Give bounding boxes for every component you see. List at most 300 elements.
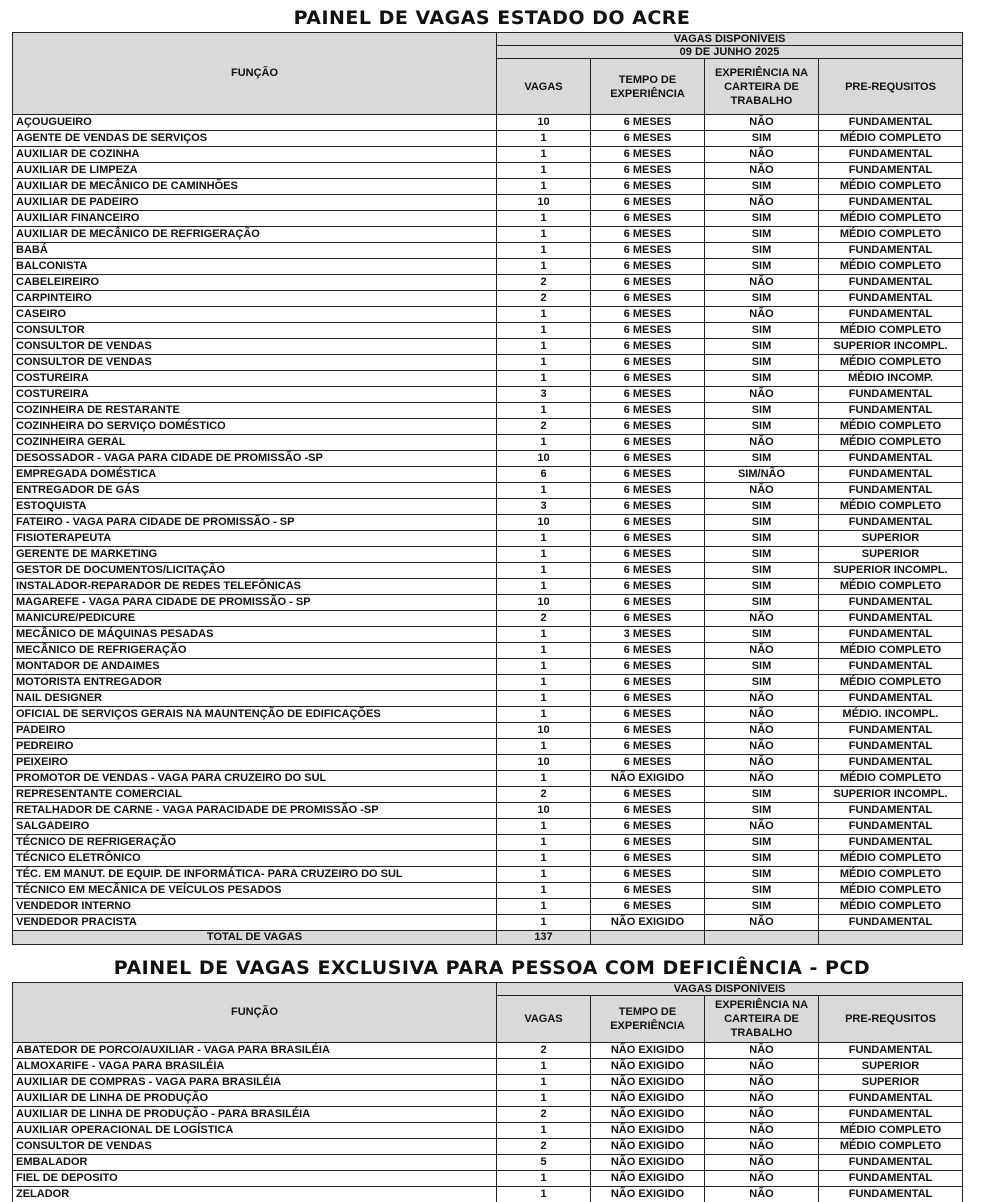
- cell-funcao: TÉC. EM MANUT. DE EQUIP. DE INFORMÁTICA- PARA CRUZEIRO DO SUL: [13, 867, 497, 883]
- table-row: [13, 579, 963, 595]
- pcd-header-pre-requisitos: PRE-REQUSITOS: [819, 996, 963, 1043]
- cell-pre-requisitos: FUNDAMENTAL: [819, 1091, 963, 1107]
- table-row: [13, 595, 963, 611]
- cell-experiencia: NÃO: [705, 1075, 819, 1091]
- cell-vagas: 1: [497, 355, 591, 371]
- cell-experiencia: SIM: [705, 291, 819, 307]
- cell-pre-requisitos: SUPERIOR: [819, 547, 963, 563]
- cell-experiencia: SIM: [705, 259, 819, 275]
- cell-funcao: CASEIRO: [13, 307, 497, 323]
- cell-experiencia: SIM: [705, 515, 819, 531]
- cell-tempo: NÃO EXIGIDO: [591, 1059, 705, 1075]
- table-row: [13, 419, 963, 435]
- cell-vagas: 1: [497, 771, 591, 787]
- cell-funcao: BALCONISTA: [13, 259, 497, 275]
- cell-funcao: MOTORISTA ENTREGADOR: [13, 675, 497, 691]
- cell-experiencia: NÃO: [705, 115, 819, 131]
- table-row: [13, 867, 963, 883]
- cell-experiencia: SIM: [705, 787, 819, 803]
- cell-experiencia: NÃO: [705, 819, 819, 835]
- table-row: [13, 1123, 963, 1139]
- cell-experiencia: SIM: [705, 579, 819, 595]
- cell-funcao: GESTOR DE DOCUMENTOS/LICITAÇÃO: [13, 563, 497, 579]
- cell-experiencia: SIM: [705, 883, 819, 899]
- cell-pre-requisitos: MÉDIO COMPLETO: [819, 867, 963, 883]
- cell-tempo: 6 MESES: [591, 899, 705, 915]
- cell-funcao: SALGADEIRO: [13, 819, 497, 835]
- cell-pre-requisitos: FUNDAMENTAL: [819, 147, 963, 163]
- cell-vagas: 1: [497, 435, 591, 451]
- cell-vagas: 1: [497, 1171, 591, 1187]
- cell-pre-requisitos: MÉDIO COMPLETO: [819, 899, 963, 915]
- cell-funcao: AÇOUGUEIRO: [13, 115, 497, 131]
- cell-experiencia: NÃO: [705, 1187, 819, 1202]
- table-row: [13, 643, 963, 659]
- cell-experiencia: NÃO: [705, 691, 819, 707]
- cell-vagas: 2: [497, 275, 591, 291]
- cell-vagas: 1: [497, 1075, 591, 1091]
- cell-pre-requisitos: MÉDIO COMPLETO: [819, 851, 963, 867]
- cell-funcao: MECÂNICO DE MÁQUINAS PESADAS: [13, 627, 497, 643]
- cell-experiencia: SIM: [705, 179, 819, 195]
- cell-funcao: AUXILIAR DE MECÂNICO DE REFRIGERAÇÃO: [13, 227, 497, 243]
- cell-experiencia: SIM/NÃO: [705, 467, 819, 483]
- cell-experiencia: NÃO: [705, 483, 819, 499]
- cell-funcao: FIEL DE DEPOSITO: [13, 1171, 497, 1187]
- table-row: [13, 227, 963, 243]
- cell-vagas: 1: [497, 1091, 591, 1107]
- cell-vagas: 1: [497, 371, 591, 387]
- table-row: [13, 179, 963, 195]
- table-row: [13, 115, 963, 131]
- cell-vagas: 1: [497, 163, 591, 179]
- cell-vagas: 1: [497, 147, 591, 163]
- cell-experiencia: SIM: [705, 243, 819, 259]
- table-row: [13, 627, 963, 643]
- cell-pre-requisitos: SUPERIOR: [819, 1059, 963, 1075]
- cell-pre-requisitos: MÉDIO COMPLETO: [819, 675, 963, 691]
- cell-experiencia: NÃO: [705, 1139, 819, 1155]
- cell-vagas: 2: [497, 291, 591, 307]
- cell-funcao: AUXILIAR DE COMPRAS - VAGA PARA BRASILÉIA: [13, 1075, 497, 1091]
- cell-tempo: 6 MESES: [591, 307, 705, 323]
- cell-tempo: 6 MESES: [591, 451, 705, 467]
- table-row: [13, 467, 963, 483]
- cell-tempo: 6 MESES: [591, 563, 705, 579]
- cell-tempo: 6 MESES: [591, 195, 705, 211]
- cell-vagas: 1: [497, 883, 591, 899]
- table-row: [13, 403, 963, 419]
- cell-experiencia: NÃO: [705, 387, 819, 403]
- cell-tempo: 6 MESES: [591, 675, 705, 691]
- cell-tempo: 6 MESES: [591, 211, 705, 227]
- cell-funcao: CONSULTOR DE VENDAS: [13, 339, 497, 355]
- cell-experiencia: SIM: [705, 419, 819, 435]
- cell-pre-requisitos: FUNDAMENTAL: [819, 627, 963, 643]
- table-row: [13, 291, 963, 307]
- cell-pre-requisitos: FUNDAMENTAL: [819, 595, 963, 611]
- table-row: [13, 755, 963, 771]
- cell-pre-requisitos: FUNDAMENTAL: [819, 819, 963, 835]
- cell-funcao: CONSULTOR DE VENDAS: [13, 355, 497, 371]
- table-row: [13, 835, 963, 851]
- cell-funcao: EMPREGADA DOMÉSTICA: [13, 467, 497, 483]
- cell-pre-requisitos: MÉDIO COMPLETO: [819, 355, 963, 371]
- cell-tempo: NÃO EXIGIDO: [591, 771, 705, 787]
- cell-tempo: 6 MESES: [591, 723, 705, 739]
- cell-pre-requisitos: MÉDIO COMPLETO: [819, 131, 963, 147]
- table-row: [13, 131, 963, 147]
- cell-pre-requisitos: FUNDAMENTAL: [819, 403, 963, 419]
- cell-vagas: 1: [497, 339, 591, 355]
- cell-pre-requisitos: FUNDAMENTAL: [819, 1171, 963, 1187]
- cell-tempo: 6 MESES: [591, 867, 705, 883]
- cell-tempo: 6 MESES: [591, 643, 705, 659]
- cell-tempo: NÃO EXIGIDO: [591, 1139, 705, 1155]
- cell-pre-requisitos: MÉDIO COMPLETO: [819, 419, 963, 435]
- cell-experiencia: SIM: [705, 355, 819, 371]
- table-row: [13, 1187, 963, 1202]
- cell-pre-requisitos: MÉDIO COMPLETO: [819, 771, 963, 787]
- table-row: [13, 435, 963, 451]
- table-row: [13, 1043, 963, 1059]
- cell-experiencia: NÃO: [705, 915, 819, 931]
- table-row: [13, 611, 963, 627]
- cell-pre-requisitos: MÉDIO COMPLETO: [819, 259, 963, 275]
- cell-pre-requisitos: FUNDAMENTAL: [819, 723, 963, 739]
- pcd-vacancies-body: [13, 1043, 963, 1202]
- cell-funcao: COZINHEIRA DE RESTARANTE: [13, 403, 497, 419]
- cell-tempo: 6 MESES: [591, 835, 705, 851]
- cell-funcao: FATEIRO - VAGA PARA CIDADE DE PROMISSÃO - SP: [13, 515, 497, 531]
- cell-experiencia: SIM: [705, 851, 819, 867]
- cell-pre-requisitos: MÉDIO COMPLETO: [819, 579, 963, 595]
- cell-tempo: 6 MESES: [591, 739, 705, 755]
- cell-tempo: 6 MESES: [591, 531, 705, 547]
- cell-vagas: 1: [497, 659, 591, 675]
- table-row: [13, 387, 963, 403]
- cell-vagas: 1: [497, 899, 591, 915]
- cell-experiencia: NÃO: [705, 755, 819, 771]
- table-row: [13, 275, 963, 291]
- cell-tempo: 6 MESES: [591, 147, 705, 163]
- cell-tempo: 6 MESES: [591, 819, 705, 835]
- cell-vagas: 1: [497, 307, 591, 323]
- cell-vagas: 1: [497, 851, 591, 867]
- cell-tempo: 6 MESES: [591, 515, 705, 531]
- cell-experiencia: NÃO: [705, 643, 819, 659]
- cell-pre-requisitos: MÉDIO COMPLETO: [819, 499, 963, 515]
- cell-pre-requisitos: SUPERIOR INCOMPL.: [819, 787, 963, 803]
- cell-vagas: 2: [497, 1107, 591, 1123]
- cell-tempo: 6 MESES: [591, 163, 705, 179]
- cell-funcao: AUXILIAR OPERACIONAL DE LOGÍSTICA: [13, 1123, 497, 1139]
- cell-funcao: CONSULTOR DE VENDAS: [13, 1139, 497, 1155]
- cell-tempo: 6 MESES: [591, 579, 705, 595]
- cell-funcao: MANICURE/PEDICURE: [13, 611, 497, 627]
- table-row: [13, 851, 963, 867]
- cell-pre-requisitos: FUNDAMENTAL: [819, 1107, 963, 1123]
- cell-funcao: MONTADOR DE ANDAIMES: [13, 659, 497, 675]
- cell-pre-requisitos: MÉDIO INCOMP.: [819, 371, 963, 387]
- cell-tempo: 6 MESES: [591, 339, 705, 355]
- cell-pre-requisitos: FUNDAMENTAL: [819, 611, 963, 627]
- cell-tempo: NÃO EXIGIDO: [591, 1075, 705, 1091]
- cell-pre-requisitos: FUNDAMENTAL: [819, 387, 963, 403]
- table-row: [13, 499, 963, 515]
- cell-funcao: MAGAREFE - VAGA PARA CIDADE DE PROMISSÃO - SP: [13, 595, 497, 611]
- cell-experiencia: NÃO: [705, 1155, 819, 1171]
- cell-experiencia: SIM: [705, 835, 819, 851]
- table-row: [13, 1107, 963, 1123]
- cell-pre-requisitos: MÉDIO COMPLETO: [819, 211, 963, 227]
- cell-tempo: 6 MESES: [591, 547, 705, 563]
- cell-experiencia: NÃO: [705, 723, 819, 739]
- cell-experiencia: NÃO: [705, 195, 819, 211]
- cell-experiencia: SIM: [705, 867, 819, 883]
- cell-tempo: NÃO EXIGIDO: [591, 1171, 705, 1187]
- cell-experiencia: NÃO: [705, 739, 819, 755]
- header-vagas: VAGAS: [497, 59, 591, 115]
- vacancies-body: [13, 115, 963, 931]
- table-row: [13, 195, 963, 211]
- cell-pre-requisitos: MÉDIO COMPLETO: [819, 323, 963, 339]
- cell-vagas: 10: [497, 195, 591, 211]
- cell-tempo: 6 MESES: [591, 803, 705, 819]
- cell-vagas: 1: [497, 579, 591, 595]
- cell-vagas: 1: [497, 707, 591, 723]
- table-row: [13, 915, 963, 931]
- cell-experiencia: SIM: [705, 547, 819, 563]
- cell-pre-requisitos: FUNDAMENTAL: [819, 115, 963, 131]
- cell-funcao: RETALHADOR DE CARNE - VAGA PARACIDADE DE PROMISSÃO -SP: [13, 803, 497, 819]
- cell-tempo: 6 MESES: [591, 851, 705, 867]
- cell-funcao: OFICIAL DE SERVIÇOS GERAIS NA MAUNTENÇÃO DE EDIFICAÇÕES: [13, 707, 497, 723]
- cell-funcao: PROMOTOR DE VENDAS - VAGA PARA CRUZEIRO DO SUL: [13, 771, 497, 787]
- cell-tempo: 6 MESES: [591, 499, 705, 515]
- cell-vagas: 1: [497, 867, 591, 883]
- cell-vagas: 1: [497, 211, 591, 227]
- table-row: [13, 307, 963, 323]
- cell-funcao: CABELEIREIRO: [13, 275, 497, 291]
- cell-funcao: CONSULTOR: [13, 323, 497, 339]
- cell-funcao: FISIOTERAPEUTA: [13, 531, 497, 547]
- cell-funcao: ENTREGADOR DE GÁS: [13, 483, 497, 499]
- cell-tempo: 6 MESES: [591, 259, 705, 275]
- cell-funcao: COZINHEIRA DO SERVIÇO DOMÉSTICO: [13, 419, 497, 435]
- cell-tempo: 6 MESES: [591, 611, 705, 627]
- cell-vagas: 1: [497, 1123, 591, 1139]
- cell-experiencia: SIM: [705, 563, 819, 579]
- cell-pre-requisitos: MÉDIO COMPLETO: [819, 643, 963, 659]
- cell-tempo: 6 MESES: [591, 275, 705, 291]
- cell-vagas: 1: [497, 483, 591, 499]
- cell-tempo: 6 MESES: [591, 659, 705, 675]
- cell-vagas: 10: [497, 115, 591, 131]
- cell-pre-requisitos: FUNDAMENTAL: [819, 915, 963, 931]
- cell-pre-requisitos: FUNDAMENTAL: [819, 739, 963, 755]
- cell-funcao: AGENTE DE VENDAS DE SERVIÇOS: [13, 131, 497, 147]
- cell-vagas: 1: [497, 915, 591, 931]
- cell-vagas: 10: [497, 515, 591, 531]
- cell-funcao: AUXILIAR DE PADEIRO: [13, 195, 497, 211]
- cell-tempo: 6 MESES: [591, 787, 705, 803]
- cell-vagas: 1: [497, 691, 591, 707]
- cell-tempo: 6 MESES: [591, 179, 705, 195]
- cell-vagas: 1: [497, 131, 591, 147]
- table-row: [13, 899, 963, 915]
- cell-vagas: 5: [497, 1155, 591, 1171]
- cell-funcao: ESTOQUISTA: [13, 499, 497, 515]
- cell-experiencia: SIM: [705, 595, 819, 611]
- table-row: [13, 259, 963, 275]
- cell-experiencia: SIM: [705, 659, 819, 675]
- cell-funcao: CARPINTEIRO: [13, 291, 497, 307]
- cell-experiencia: NÃO: [705, 1107, 819, 1123]
- cell-funcao: REPRESENTANTE COMERCIAL: [13, 787, 497, 803]
- vacancies-table: [12, 32, 963, 945]
- cell-experiencia: SIM: [705, 451, 819, 467]
- cell-vagas: 1: [497, 227, 591, 243]
- cell-vagas: 1: [497, 1059, 591, 1075]
- cell-pre-requisitos: MÉDIO COMPLETO: [819, 1139, 963, 1155]
- cell-tempo: 6 MESES: [591, 435, 705, 451]
- cell-experiencia: SIM: [705, 499, 819, 515]
- cell-pre-requisitos: FUNDAMENTAL: [819, 659, 963, 675]
- cell-funcao: AUXILIAR DE COZINHA: [13, 147, 497, 163]
- cell-tempo: 6 MESES: [591, 115, 705, 131]
- cell-tempo: NÃO EXIGIDO: [591, 1091, 705, 1107]
- header-pre-requisitos: PRE-REQUSITOS: [819, 59, 963, 115]
- total-value: 137: [497, 931, 591, 945]
- cell-tempo: NÃO EXIGIDO: [591, 1043, 705, 1059]
- cell-vagas: 10: [497, 595, 591, 611]
- cell-vagas: 1: [497, 179, 591, 195]
- table-row: [13, 531, 963, 547]
- cell-pre-requisitos: FUNDAMENTAL: [819, 1155, 963, 1171]
- table-row: [13, 547, 963, 563]
- cell-vagas: 2: [497, 787, 591, 803]
- cell-funcao: PADEIRO: [13, 723, 497, 739]
- table-row: [13, 483, 963, 499]
- table-row: [13, 147, 963, 163]
- cell-funcao: AUXILIAR DE MECÂNICO DE CAMINHÕES: [13, 179, 497, 195]
- cell-pre-requisitos: MÉDIO COMPLETO: [819, 179, 963, 195]
- cell-pre-requisitos: MÉDIO COMPLETO: [819, 883, 963, 899]
- cell-funcao: TÉCNICO EM MECÂNICA DE VEÍCULOS PESADOS: [13, 883, 497, 899]
- cell-pre-requisitos: SUPERIOR: [819, 1075, 963, 1091]
- header-vagas-disponiveis: VAGAS DISPONÍVEIS: [497, 33, 963, 46]
- cell-funcao: DESOSSADOR - VAGA PARA CIDADE DE PROMISSÃO -SP: [13, 451, 497, 467]
- cell-experiencia: SIM: [705, 627, 819, 643]
- cell-funcao: VENDEDOR PRACISTA: [13, 915, 497, 931]
- pcd-header-funcao: FUNÇÃO: [13, 983, 497, 1043]
- cell-experiencia: NÃO: [705, 147, 819, 163]
- table-row: [13, 211, 963, 227]
- cell-tempo: 6 MESES: [591, 883, 705, 899]
- cell-vagas: 1: [497, 259, 591, 275]
- cell-experiencia: NÃO: [705, 435, 819, 451]
- cell-tempo: 6 MESES: [591, 403, 705, 419]
- cell-pre-requisitos: FUNDAMENTAL: [819, 467, 963, 483]
- cell-pre-requisitos: FUNDAMENTAL: [819, 755, 963, 771]
- cell-tempo: 6 MESES: [591, 419, 705, 435]
- cell-pre-requisitos: FUNDAMENTAL: [819, 691, 963, 707]
- table-row: [13, 163, 963, 179]
- cell-funcao: PEDREIRO: [13, 739, 497, 755]
- cell-tempo: 6 MESES: [591, 467, 705, 483]
- table-row: [13, 1091, 963, 1107]
- cell-pre-requisitos: MÉDIO. INCOMPL.: [819, 707, 963, 723]
- cell-vagas: 1: [497, 563, 591, 579]
- total-label: TOTAL DE VAGAS: [13, 931, 497, 945]
- cell-vagas: 1: [497, 1187, 591, 1202]
- pcd-vacancies-table: [12, 982, 963, 1202]
- cell-vagas: 2: [497, 1043, 591, 1059]
- table-row: [13, 819, 963, 835]
- cell-funcao: COZINHEIRA GERAL: [13, 435, 497, 451]
- cell-experiencia: SIM: [705, 803, 819, 819]
- cell-vagas: 2: [497, 1139, 591, 1155]
- cell-experiencia: NÃO: [705, 1043, 819, 1059]
- cell-tempo: 6 MESES: [591, 227, 705, 243]
- table-row: [13, 659, 963, 675]
- cell-vagas: 10: [497, 451, 591, 467]
- header-experiencia: EXPERIÊNCIA NA CARTEIRA DE TRABALHO: [705, 59, 819, 115]
- cell-tempo: NÃO EXIGIDO: [591, 1107, 705, 1123]
- table-row: [13, 883, 963, 899]
- table-row: [13, 563, 963, 579]
- cell-vagas: 2: [497, 611, 591, 627]
- cell-experiencia: SIM: [705, 675, 819, 691]
- cell-vagas: 1: [497, 547, 591, 563]
- cell-pre-requisitos: FUNDAMENTAL: [819, 275, 963, 291]
- cell-vagas: 10: [497, 723, 591, 739]
- cell-pre-requisitos: FUNDAMENTAL: [819, 1187, 963, 1202]
- pcd-header-vagas: VAGAS: [497, 996, 591, 1043]
- cell-experiencia: SIM: [705, 323, 819, 339]
- cell-funcao: AUXILIAR DE LIMPEZA: [13, 163, 497, 179]
- cell-experiencia: SIM: [705, 403, 819, 419]
- cell-experiencia: NÃO: [705, 611, 819, 627]
- cell-funcao: EMBALADOR: [13, 1155, 497, 1171]
- cell-pre-requisitos: SUPERIOR INCOMPL.: [819, 563, 963, 579]
- cell-tempo: 6 MESES: [591, 323, 705, 339]
- table-row: [13, 803, 963, 819]
- cell-tempo: 6 MESES: [591, 755, 705, 771]
- cell-vagas: 2: [497, 419, 591, 435]
- cell-tempo: 6 MESES: [591, 707, 705, 723]
- table-row: [13, 771, 963, 787]
- pcd-header-tempo: TEMPO DE EXPERIÊNCIA: [591, 996, 705, 1043]
- table-row: [13, 675, 963, 691]
- cell-pre-requisitos: FUNDAMENTAL: [819, 803, 963, 819]
- pcd-header-experiencia: EXPERIÊNCIA NA CARTEIRA DE TRABALHO: [705, 996, 819, 1043]
- cell-funcao: TÉCNICO ELETRÔNICO: [13, 851, 497, 867]
- table-row: [13, 323, 963, 339]
- cell-vagas: 1: [497, 675, 591, 691]
- cell-experiencia: NÃO: [705, 771, 819, 787]
- cell-funcao: ABATEDOR DE PORCO/AUXILIAR - VAGA PARA BRASILÉIA: [13, 1043, 497, 1059]
- cell-experiencia: NÃO: [705, 1123, 819, 1139]
- cell-pre-requisitos: FUNDAMENTAL: [819, 163, 963, 179]
- cell-pre-requisitos: FUNDAMENTAL: [819, 291, 963, 307]
- cell-pre-requisitos: SUPERIOR INCOMPL.: [819, 339, 963, 355]
- header-tempo: TEMPO DE EXPERIÊNCIA: [591, 59, 705, 115]
- cell-vagas: 1: [497, 323, 591, 339]
- cell-vagas: 3: [497, 499, 591, 515]
- table-row: [13, 1139, 963, 1155]
